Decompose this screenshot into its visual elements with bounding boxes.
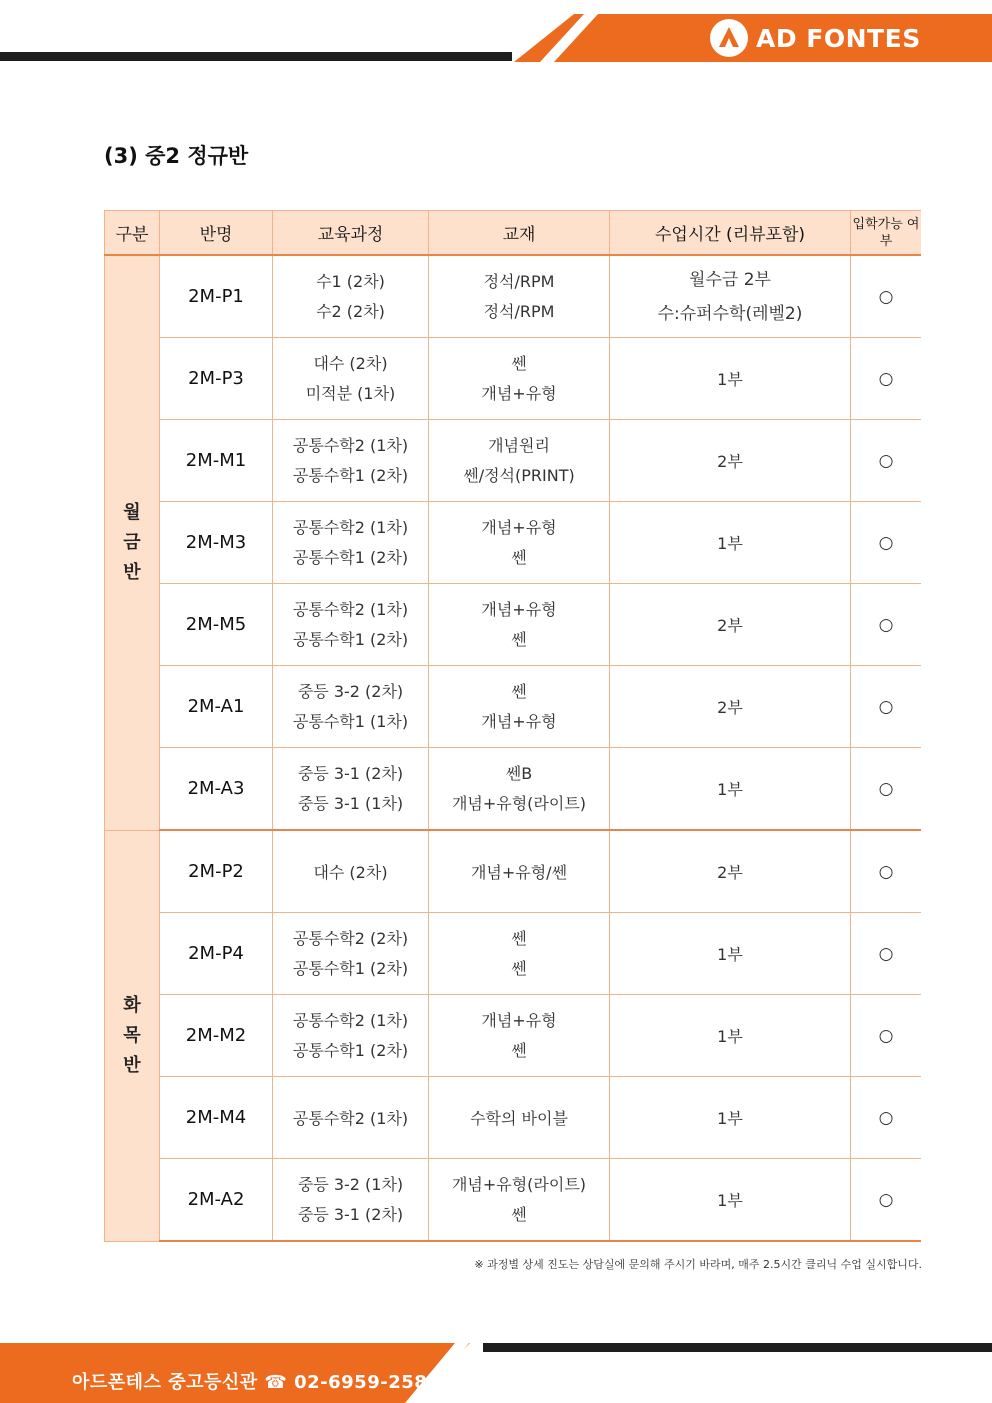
curriculum-cell: 중등 3-2 (2차) 공통수학1 (1차)	[273, 666, 429, 748]
group-mon-fri: 월 금 반	[105, 255, 160, 830]
header-admission	[851, 211, 922, 256]
table-row	[105, 748, 922, 831]
class-time-cell: 1부	[610, 995, 851, 1077]
textbook-cell: 쎈 개념+유형	[429, 338, 610, 420]
admission-cell: ○	[851, 502, 922, 584]
table-row	[105, 255, 922, 338]
class-name: 2M-M1	[160, 420, 273, 502]
textbook-cell: 개념+유형/쎈	[429, 830, 610, 913]
class-time-cell: 1부	[610, 502, 851, 584]
curriculum-cell: 수1 (2차) 수2 (2차)	[273, 255, 429, 338]
curriculum-cell: 중등 3-1 (2차) 중등 3-1 (1차)	[273, 748, 429, 831]
header-admission-line-2: 여부	[879, 216, 920, 249]
class-name: 2M-P3	[160, 338, 273, 420]
header-class-time: 수업시간 (리뷰포함)	[610, 211, 851, 256]
table-row	[105, 1077, 922, 1159]
class-name: 2M-M3	[160, 502, 273, 584]
class-name: 2M-M5	[160, 584, 273, 666]
table-row	[105, 502, 922, 584]
class-time-cell: 월수금 2부 수:슈퍼수학(레벨2)	[610, 255, 851, 338]
class-name: 2M-M4	[160, 1077, 273, 1159]
class-name: 2M-P4	[160, 913, 273, 995]
class-name: 2M-A1	[160, 666, 273, 748]
admission-cell: ○	[851, 255, 922, 338]
class-time-cell: 1부	[610, 1077, 851, 1159]
curriculum-cell: 중등 3-2 (1차) 중등 3-1 (2차)	[273, 1159, 429, 1242]
admission-cell: ○	[851, 338, 922, 420]
class-time-cell: 1부	[610, 338, 851, 420]
table-row	[105, 338, 922, 420]
textbook-cell: 개념+유형(라이트) 쎈	[429, 1159, 610, 1242]
table-row	[105, 420, 922, 502]
admission-cell: ○	[851, 830, 922, 913]
header-curriculum: 교육과정	[273, 211, 429, 256]
textbook-cell: 개념+유형 쎈	[429, 995, 610, 1077]
header-class-name: 반명	[160, 211, 273, 256]
admission-cell: ○	[851, 995, 922, 1077]
class-schedule-table	[104, 210, 921, 1242]
footer-black-band	[483, 1343, 992, 1352]
curriculum-cell: 공통수학2 (1차) 공통수학1 (2차)	[273, 502, 429, 584]
table-row	[105, 666, 922, 748]
table-row	[105, 584, 922, 666]
section-title: (3) 중2 정규반	[104, 144, 249, 168]
textbook-cell: 쎈B 개념+유형(라이트)	[429, 748, 610, 831]
curriculum-cell: 대수 (2차) 미적분 (1차)	[273, 338, 429, 420]
textbook-cell: 정석/RPM 정석/RPM	[429, 255, 610, 338]
textbook-cell: 쎈 개념+유형	[429, 666, 610, 748]
curriculum-cell: 공통수학2 (1차) 공통수학1 (2차)	[273, 584, 429, 666]
curriculum-cell: 대수 (2차)	[273, 830, 429, 913]
footer-contact: 아드폰테스 중고등신관 ☎ 02-6959-2580	[72, 1372, 441, 1393]
class-time-cell: 2부	[610, 830, 851, 913]
group-tue-thu: 화 목 반	[105, 830, 160, 1241]
class-name: 2M-A2	[160, 1159, 273, 1242]
brand-name: AD FONTES	[756, 23, 921, 53]
curriculum-cell: 공통수학2 (1차)	[273, 1077, 429, 1159]
curriculum-cell: 공통수학2 (1차) 공통수학1 (2차)	[273, 995, 429, 1077]
brand-logo	[710, 18, 921, 58]
header-admission-line-1: 입학가능	[852, 216, 903, 232]
curriculum-cell: 공통수학2 (1차) 공통수학1 (2차)	[273, 420, 429, 502]
class-time-cell: 1부	[610, 913, 851, 995]
admission-cell: ○	[851, 1077, 922, 1159]
class-time-cell: 2부	[610, 420, 851, 502]
textbook-cell: 수학의 바이블	[429, 1077, 610, 1159]
table-row	[105, 830, 922, 913]
table-row	[105, 995, 922, 1077]
footnote: ※ 과정별 상세 진도는 상담실에 문의해 주시기 바라며, 매주 2.5시간 클리닉 수업 실시합니다.	[474, 1258, 922, 1271]
curriculum-cell: 공통수학2 (2차) 공통수학1 (2차)	[273, 913, 429, 995]
class-name: 2M-P2	[160, 830, 273, 913]
textbook-cell: 개념원리 쎈/정석(PRINT)	[429, 420, 610, 502]
table-row	[105, 913, 922, 995]
class-name: 2M-P1	[160, 255, 273, 338]
class-time-cell: 2부	[610, 584, 851, 666]
ad-fontes-logo-icon	[710, 19, 748, 57]
class-time-cell: 1부	[610, 1159, 851, 1242]
admission-cell: ○	[851, 913, 922, 995]
header-textbook: 교재	[429, 211, 610, 256]
class-name: 2M-A3	[160, 748, 273, 831]
header-black-band	[0, 52, 512, 61]
admission-cell: ○	[851, 1159, 922, 1242]
table-row	[105, 1159, 922, 1242]
admission-cell: ○	[851, 420, 922, 502]
class-time-cell: 1부	[610, 748, 851, 831]
class-time-cell: 2부	[610, 666, 851, 748]
table-header-row	[105, 211, 922, 256]
textbook-cell: 개념+유형 쎈	[429, 502, 610, 584]
class-name: 2M-M2	[160, 995, 273, 1077]
admission-cell: ○	[851, 748, 922, 831]
textbook-cell: 쎈 쎈	[429, 913, 610, 995]
admission-cell: ○	[851, 584, 922, 666]
textbook-cell: 개념+유형 쎈	[429, 584, 610, 666]
header-category: 구분	[105, 211, 160, 256]
admission-cell: ○	[851, 666, 922, 748]
